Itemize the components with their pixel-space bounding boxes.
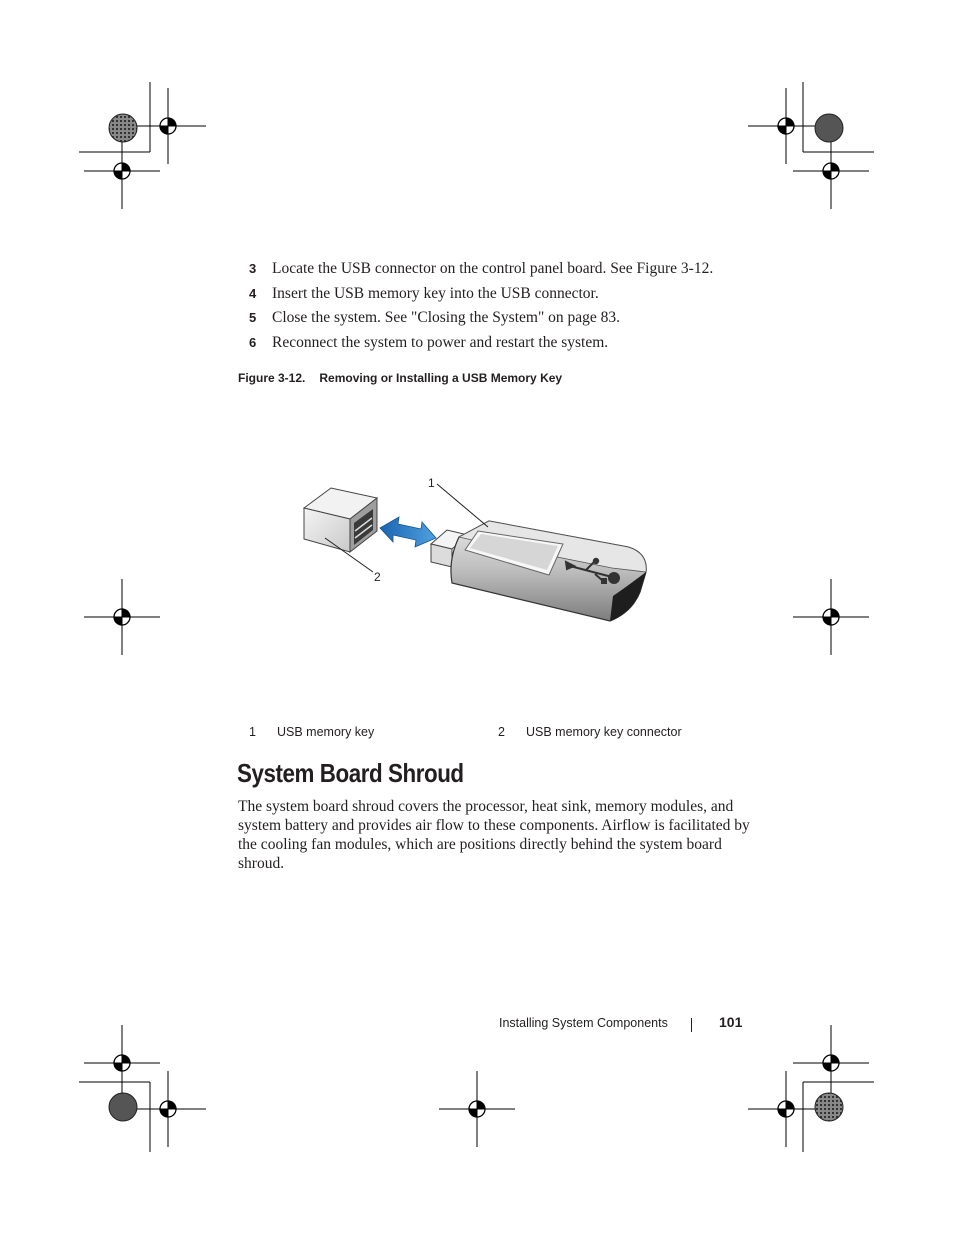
usb-connector-drawing	[304, 488, 377, 552]
section-paragraph: The system board shroud covers the processor, heat sink, memory modules, and system battery and provides air flow to these components. Airflow is facilitated by the cooling fan modules, which are positions directly behind the system board shroud.	[238, 798, 750, 872]
page-number: 101	[719, 1014, 743, 1030]
step-text: Close the system. See "Closing the System" on page 83.	[272, 309, 621, 326]
footer-separator	[691, 1018, 692, 1032]
legend-item-1	[249, 725, 374, 739]
legend-number: 1	[249, 725, 256, 739]
legend-number: 2	[498, 725, 505, 739]
step-number: 4	[249, 286, 257, 301]
figure-title: Removing or Installing a USB Memory Key	[319, 371, 563, 385]
step-number: 3	[249, 261, 257, 276]
usb-key-body-drawing	[451, 521, 646, 621]
step-number: 5	[249, 310, 257, 325]
callout-2: 2	[374, 570, 381, 584]
callout-1: 1	[428, 476, 435, 490]
insert-remove-arrow	[380, 517, 436, 547]
step-text: Insert the USB memory key into the USB connector.	[272, 285, 599, 302]
step-number: 6	[249, 335, 257, 350]
section-heading: System Board Shroud	[237, 758, 464, 788]
legend-label: USB memory key	[277, 725, 375, 739]
footer-chapter-title: Installing System Components	[499, 1016, 668, 1030]
legend-label: USB memory key connector	[526, 725, 682, 739]
figure-number: Figure 3-12.	[238, 371, 306, 385]
step-text: Reconnect the system to power and restart the system.	[272, 334, 609, 351]
step-text: Locate the USB connector on the control panel board. See Figure 3-12.	[272, 260, 714, 277]
legend-item-2	[498, 725, 682, 739]
